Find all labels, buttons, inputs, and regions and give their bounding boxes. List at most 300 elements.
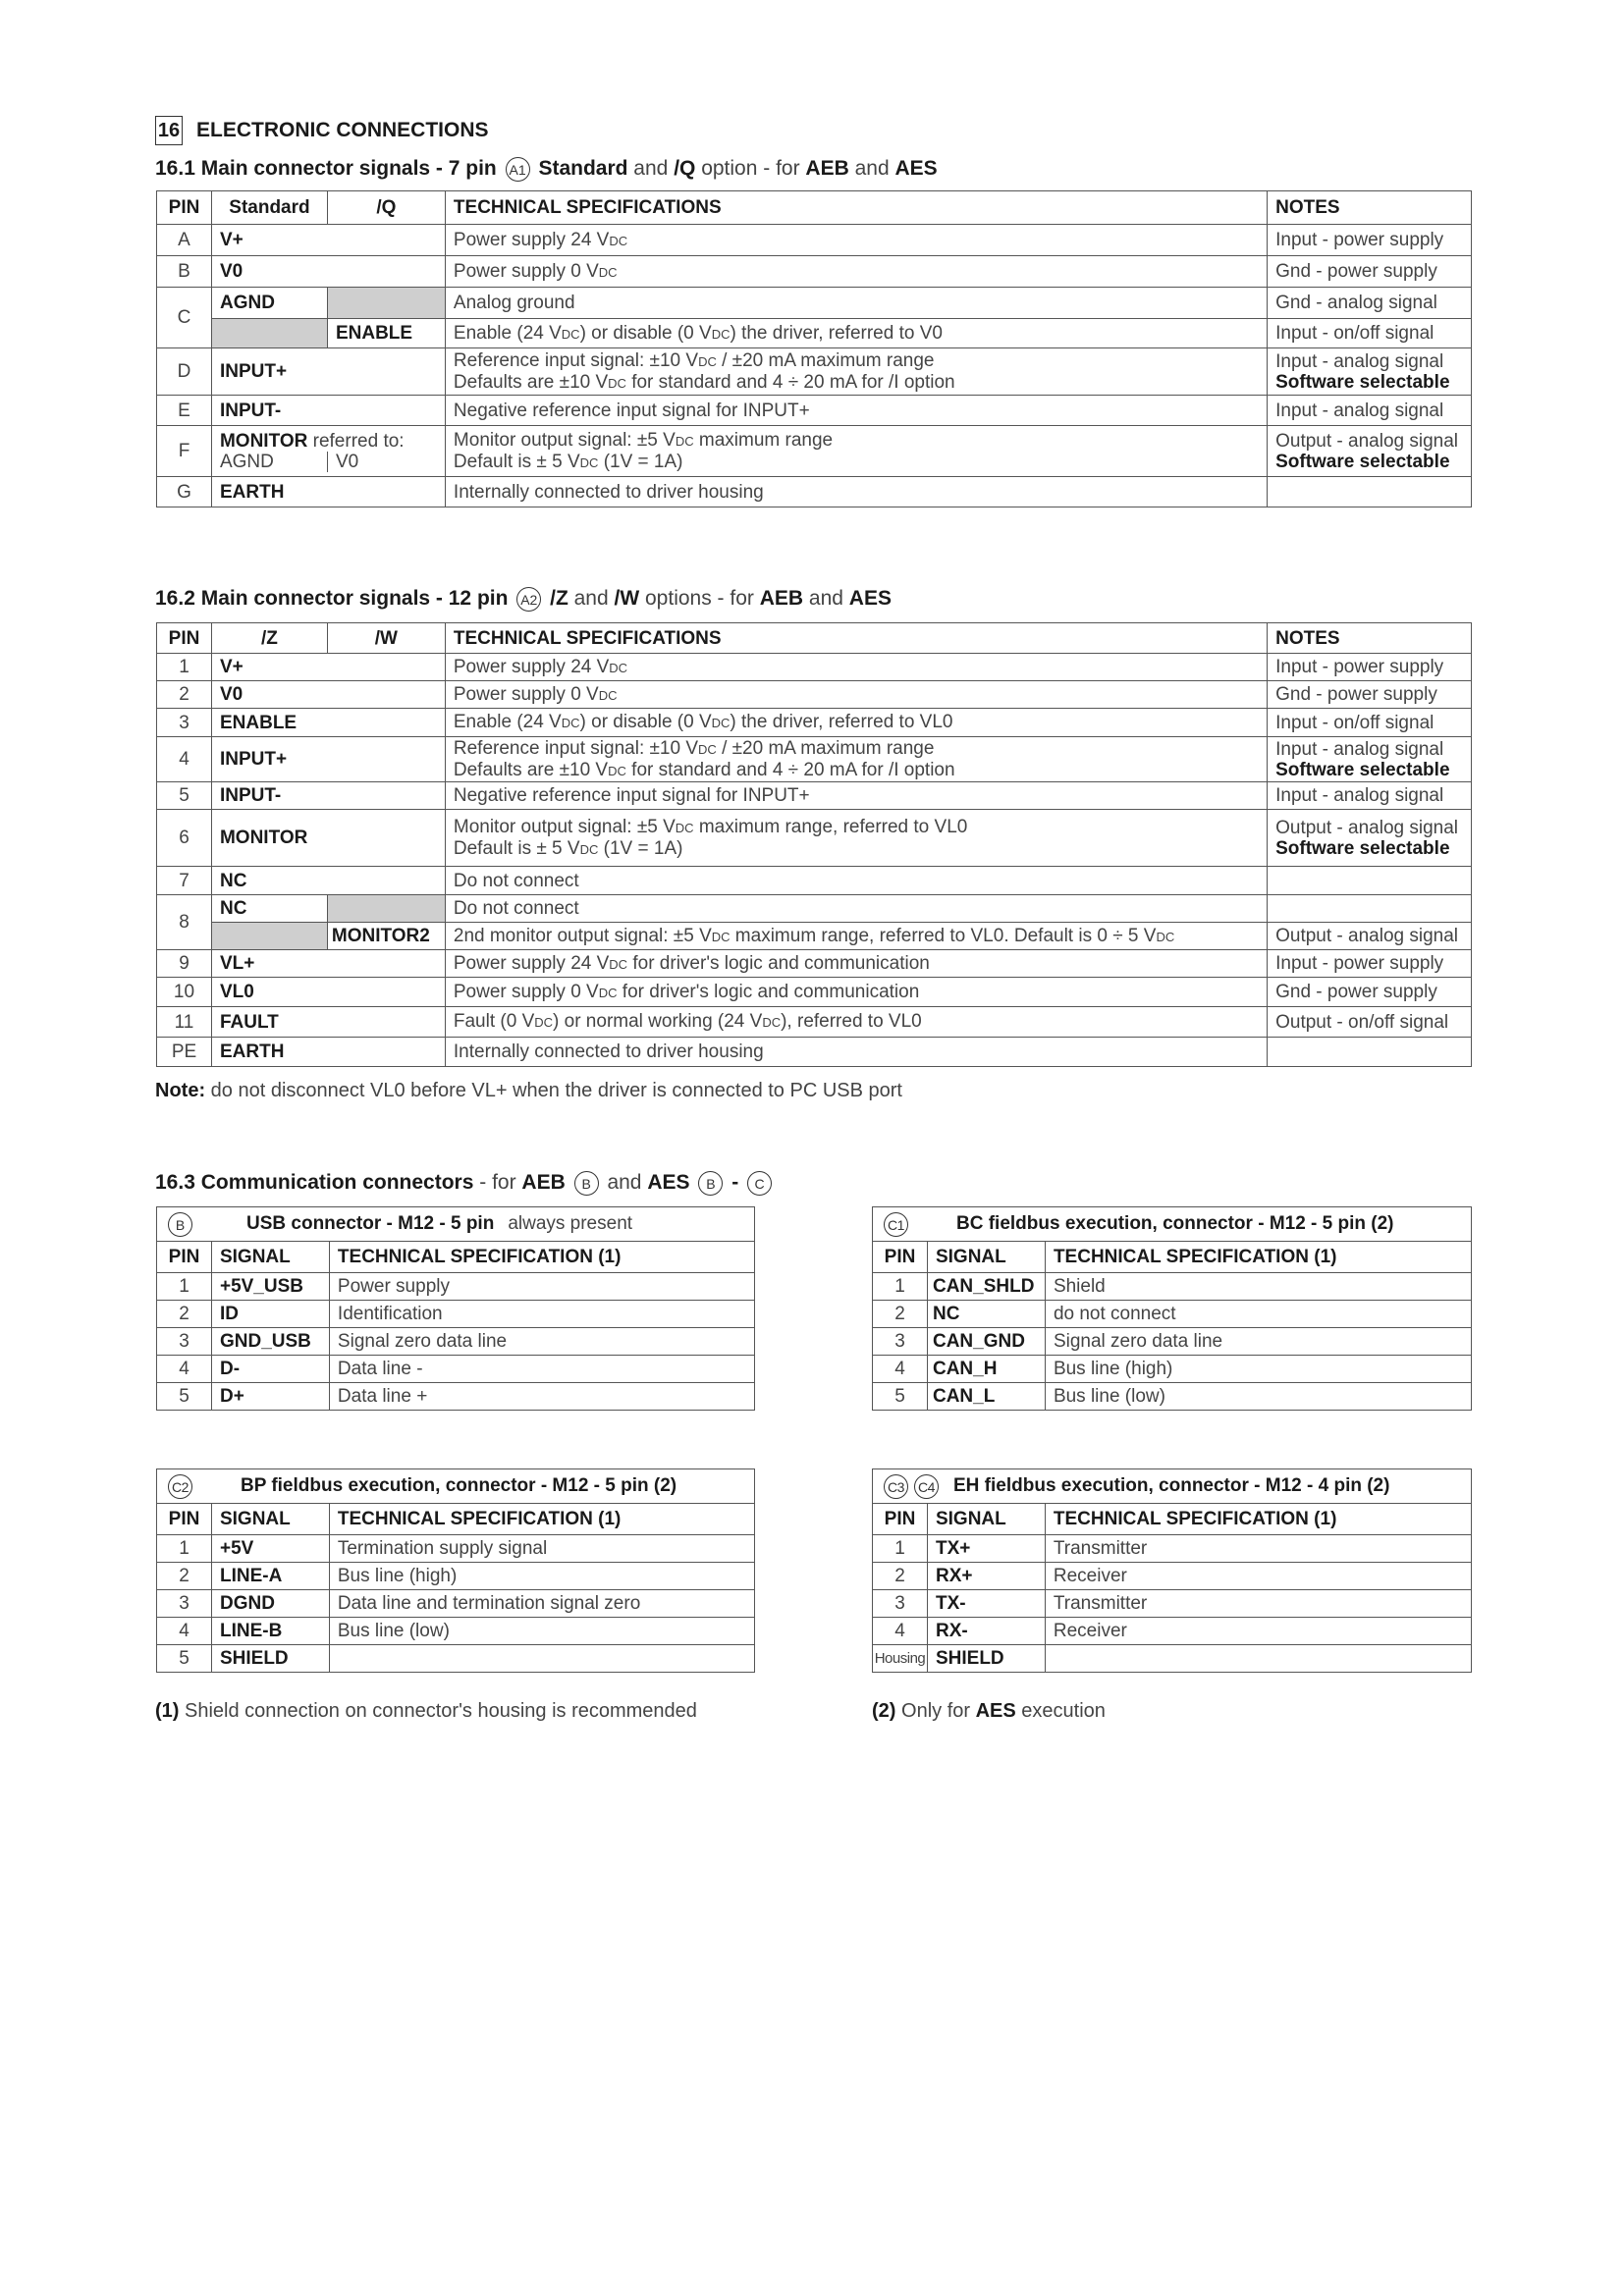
table-row bbox=[873, 1645, 1472, 1673]
badge-c2: C2 bbox=[168, 1474, 192, 1499]
spec-text: Monitor output signal: ±5 V bbox=[453, 429, 676, 451]
pin-cell: 3 bbox=[157, 1590, 212, 1618]
spec-cell bbox=[445, 654, 1267, 681]
pin-cell: 2 bbox=[873, 1563, 928, 1590]
spec-text: maximum range, referred to VL0. Default is 0 ÷ 5 V bbox=[730, 925, 1157, 946]
bp-title bbox=[157, 1469, 755, 1504]
s1-col-standard: Standard bbox=[211, 191, 327, 225]
table-row bbox=[157, 1535, 755, 1563]
s2-heading-num: 16.2 Main connector signals - 12 pin bbox=[155, 587, 509, 611]
s2-h-t6: and bbox=[803, 587, 849, 611]
table-row bbox=[873, 1618, 1472, 1645]
monitor-opt-v0: V0 bbox=[327, 452, 358, 472]
pin-cell: 5 bbox=[157, 1645, 212, 1673]
pin-cell: 5 bbox=[873, 1383, 928, 1411]
spec-cell: Transmitter bbox=[1045, 1590, 1471, 1618]
spec-line bbox=[454, 738, 1259, 760]
spec-text: Enable (24 V bbox=[453, 712, 562, 732]
note-cell: Input - power supply bbox=[1268, 654, 1472, 681]
footnote-2 bbox=[872, 1700, 1106, 1723]
pin-cell: 9 bbox=[157, 950, 212, 978]
table-row bbox=[157, 1038, 1472, 1067]
table-row bbox=[157, 288, 1472, 319]
spec-cell: Signal zero data line bbox=[1045, 1328, 1471, 1356]
monitor-line bbox=[220, 431, 437, 452]
badge-c4: C4 bbox=[914, 1474, 939, 1499]
spec-cell: Internally connected to driver housing bbox=[445, 1038, 1267, 1067]
bc-title bbox=[873, 1207, 1472, 1242]
col-pin: PIN bbox=[873, 1242, 928, 1273]
spec-text: Power supply 24 V bbox=[453, 952, 610, 974]
dc-sub: DC bbox=[675, 433, 694, 449]
spec-text: maximum range bbox=[693, 429, 834, 451]
footnote-rest: execution bbox=[1015, 1700, 1106, 1722]
signal-cell: INPUT- bbox=[211, 782, 445, 810]
spec-text: Reference input signal: ±10 V bbox=[453, 737, 699, 759]
table-row bbox=[157, 895, 1472, 923]
dc-sub: DC bbox=[609, 956, 628, 972]
s1-col-q: /Q bbox=[327, 191, 445, 225]
spec-cell: Bus line (low) bbox=[1045, 1383, 1471, 1411]
spec-line bbox=[454, 760, 1259, 781]
table-row bbox=[157, 1328, 755, 1356]
spec-text: for driver's logic and communication bbox=[617, 981, 920, 1002]
signal-cell: INPUT+ bbox=[211, 348, 445, 396]
signal-cell: INPUT- bbox=[211, 396, 445, 426]
bc-title-row bbox=[873, 1207, 1472, 1242]
dc-sub: DC bbox=[579, 841, 599, 857]
note-line: Output - analog signal bbox=[1275, 430, 1458, 452]
spec-cell bbox=[445, 426, 1267, 477]
spec-cell bbox=[1045, 1645, 1471, 1673]
pin-cell: 4 bbox=[873, 1618, 928, 1645]
signal-cell: NC bbox=[211, 895, 327, 923]
s1-h-t1: Standard bbox=[538, 157, 628, 181]
footnote-label: (2) bbox=[872, 1700, 896, 1722]
note-line: Software selectable bbox=[1275, 837, 1450, 859]
table-row bbox=[157, 319, 1472, 348]
signal-cell: NC bbox=[927, 1301, 1045, 1328]
empty-grey-cell bbox=[211, 923, 327, 950]
spec-text: 2nd monitor output signal: ±5 V bbox=[453, 925, 712, 946]
s2-h-t5: AEB bbox=[759, 587, 804, 611]
note-label: Note: bbox=[155, 1080, 206, 1101]
s2-heading bbox=[155, 587, 892, 612]
spec-cell: Shield bbox=[1045, 1273, 1471, 1301]
signal-cell: D- bbox=[211, 1356, 329, 1383]
usb-table bbox=[156, 1206, 755, 1411]
signal-cell: TX+ bbox=[927, 1535, 1045, 1563]
table-row bbox=[157, 396, 1472, 426]
table-row bbox=[873, 1563, 1472, 1590]
pin-cell: 1 bbox=[873, 1273, 928, 1301]
col-spec: TECHNICAL SPECIFICATION (1) bbox=[1045, 1504, 1471, 1535]
s1-h-t7: AES bbox=[894, 157, 938, 181]
s2-h-t4: options - for bbox=[639, 587, 760, 611]
spec-text: Defaults are ±10 V bbox=[453, 759, 609, 780]
s3-heading-num: 16.3 Communication connectors bbox=[155, 1171, 474, 1195]
pin-cell: 3 bbox=[157, 1328, 212, 1356]
note-cell bbox=[1268, 867, 1472, 895]
table-row bbox=[157, 426, 1472, 477]
pin-cell: 10 bbox=[157, 978, 212, 1007]
pin-cell: 4 bbox=[157, 1618, 212, 1645]
spec-cell: do not connect bbox=[1045, 1301, 1471, 1328]
spec-text: (1V = 1A) bbox=[598, 451, 683, 472]
spec-cell: Do not connect bbox=[445, 895, 1267, 923]
spec-text: Default is ± 5 V bbox=[453, 837, 580, 859]
note-cell: Input - on/off signal bbox=[1268, 709, 1472, 737]
spec-cell: Bus line (high) bbox=[329, 1563, 754, 1590]
spec-text: ), referred to VL0 bbox=[781, 1011, 922, 1032]
note-cell: Gnd - power supply bbox=[1268, 681, 1472, 709]
pin-cell: 1 bbox=[157, 654, 212, 681]
spec-text: Monitor output signal: ±5 V bbox=[453, 816, 676, 837]
dc-sub: DC bbox=[579, 454, 599, 470]
signal-cell: MONITOR2 bbox=[327, 923, 445, 950]
table-row bbox=[157, 1618, 755, 1645]
note-line: Software selectable bbox=[1275, 451, 1450, 472]
spec-text: ) or disable (0 V bbox=[579, 712, 712, 732]
table-row bbox=[873, 1328, 1472, 1356]
usb-title bbox=[157, 1207, 755, 1242]
spec-text: ) or normal working (24 V bbox=[553, 1011, 763, 1032]
s2-col-z: /Z bbox=[211, 623, 327, 654]
signal-cell: RX- bbox=[927, 1618, 1045, 1645]
signal-cell: EARTH bbox=[211, 477, 445, 507]
table-row bbox=[873, 1301, 1472, 1328]
section-title-text: ELECTRONIC CONNECTIONS bbox=[196, 119, 489, 141]
spec-cell: Signal zero data line bbox=[329, 1328, 754, 1356]
table-row bbox=[157, 978, 1472, 1007]
signal-cell: +5V bbox=[211, 1535, 329, 1563]
signal-cell: LINE-B bbox=[211, 1618, 329, 1645]
bp-title-text: BP fieldbus execution, connector - M12 - 5 pin (2) bbox=[241, 1475, 677, 1497]
dc-sub: DC bbox=[711, 929, 731, 944]
spec-text: Power supply 24 V bbox=[453, 229, 610, 250]
s2-col-pin: PIN bbox=[157, 623, 212, 654]
spec-cell bbox=[445, 319, 1267, 348]
signal-rest: referred to: bbox=[307, 430, 405, 452]
pin-cell: Housing bbox=[873, 1645, 928, 1673]
signal-cell: ENABLE bbox=[327, 319, 445, 348]
table-row bbox=[157, 477, 1472, 507]
signal-cell: MONITOR bbox=[211, 810, 445, 867]
dc-sub: DC bbox=[609, 660, 628, 675]
signal-cell: CAN_L bbox=[927, 1383, 1045, 1411]
dc-sub: DC bbox=[711, 326, 731, 342]
note-cell: Output - on/off signal bbox=[1268, 1007, 1472, 1038]
spec-text: ) or disable (0 V bbox=[579, 322, 712, 344]
badge-a1: A1 bbox=[506, 157, 530, 182]
col-pin: PIN bbox=[873, 1504, 928, 1535]
table-row bbox=[873, 1590, 1472, 1618]
spec-cell: Bus line (low) bbox=[329, 1618, 754, 1645]
spec-text: Power supply 24 V bbox=[453, 656, 610, 677]
spec-text: Power supply 0 V bbox=[453, 981, 599, 1002]
monitor-opt-agnd: AGND bbox=[219, 451, 274, 472]
note-cell bbox=[1268, 1038, 1472, 1067]
spec-line bbox=[454, 817, 1259, 838]
badge-b: B bbox=[168, 1212, 192, 1237]
s3-h-t1: - for bbox=[473, 1171, 522, 1195]
table-row bbox=[157, 1007, 1472, 1038]
s1-h-t2: and bbox=[627, 157, 675, 181]
spec-line bbox=[454, 838, 1259, 860]
pin-cell: 1 bbox=[157, 1535, 212, 1563]
table-row bbox=[157, 1645, 755, 1673]
monitor-options bbox=[220, 452, 437, 472]
table-row bbox=[157, 1563, 755, 1590]
note-line: Input - analog signal bbox=[1275, 350, 1444, 372]
s1-h-t6: and bbox=[848, 157, 895, 181]
s3-heading bbox=[155, 1171, 775, 1196]
col-pin: PIN bbox=[157, 1504, 212, 1535]
table-row bbox=[157, 923, 1472, 950]
spec-cell: Negative reference input signal for INPUT+ bbox=[445, 782, 1267, 810]
col-spec: TECHNICAL SPECIFICATION (1) bbox=[329, 1504, 754, 1535]
note-cell bbox=[1268, 477, 1472, 507]
pin-cell: 7 bbox=[157, 867, 212, 895]
signal-cell: D+ bbox=[211, 1383, 329, 1411]
s2-note bbox=[155, 1080, 902, 1102]
table-row bbox=[873, 1273, 1472, 1301]
signal-cell: SHIELD bbox=[927, 1645, 1045, 1673]
signal-cell: CAN_GND bbox=[927, 1328, 1045, 1356]
spec-cell: Identification bbox=[329, 1301, 754, 1328]
spec-cell: Internally connected to driver housing bbox=[445, 477, 1267, 507]
note-line: Software selectable bbox=[1275, 371, 1450, 393]
col-signal: SIGNAL bbox=[211, 1242, 329, 1273]
signal-cell: CAN_H bbox=[927, 1356, 1045, 1383]
table-row bbox=[157, 225, 1472, 256]
spec-text: Power supply 0 V bbox=[453, 683, 599, 705]
dc-sub: DC bbox=[608, 375, 626, 391]
signal-cell: V0 bbox=[211, 681, 445, 709]
signal-cell: RX+ bbox=[927, 1563, 1045, 1590]
note-line: Output - analog signal bbox=[1275, 817, 1458, 838]
spec-text: Default is ± 5 V bbox=[453, 451, 580, 472]
pin-cell: 3 bbox=[157, 709, 212, 737]
pin-cell: B bbox=[157, 256, 212, 288]
col-spec: TECHNICAL SPECIFICATION (1) bbox=[1045, 1242, 1471, 1273]
spec-text: (1V = 1A) bbox=[598, 837, 683, 859]
col-signal: SIGNAL bbox=[211, 1504, 329, 1535]
note-cell: Input - power supply bbox=[1268, 225, 1472, 256]
spec-text: / ±20 mA maximum range bbox=[716, 737, 935, 759]
s2-h-t7: AES bbox=[848, 587, 892, 611]
signal-cell: ENABLE bbox=[211, 709, 445, 737]
s3-h-t2: AEB bbox=[521, 1171, 566, 1195]
note-cell: Input - analog signal bbox=[1268, 396, 1472, 426]
signal-cell: SHIELD bbox=[211, 1645, 329, 1673]
dc-sub: DC bbox=[698, 741, 717, 757]
s1-h-t3: /Q bbox=[674, 157, 696, 181]
pin-cell: 4 bbox=[873, 1356, 928, 1383]
badge-c: C bbox=[747, 1171, 772, 1196]
table-row bbox=[157, 256, 1472, 288]
pin-cell: 2 bbox=[157, 681, 212, 709]
usb-title-text: USB connector - M12 - 5 pin bbox=[246, 1213, 495, 1235]
spec-text: ) the driver, referred to V0 bbox=[730, 322, 943, 344]
s1-heading bbox=[155, 157, 938, 182]
note-cell: Gnd - analog signal bbox=[1268, 288, 1472, 319]
note-cell: Output - analog signal bbox=[1268, 923, 1472, 950]
note-cell: Gnd - power supply bbox=[1268, 256, 1472, 288]
spec-text: maximum range, referred to VL0 bbox=[693, 816, 968, 837]
spec-cell: Power supply bbox=[329, 1273, 754, 1301]
table-row bbox=[157, 950, 1472, 978]
table-row bbox=[157, 1590, 755, 1618]
signal-cell: LINE-A bbox=[211, 1563, 329, 1590]
section-number: 16 bbox=[155, 116, 183, 145]
dc-sub: DC bbox=[561, 326, 580, 342]
empty-grey-cell bbox=[327, 895, 445, 923]
spec-cell: Bus line (high) bbox=[1045, 1356, 1471, 1383]
spec-cell bbox=[329, 1645, 754, 1673]
spec-line bbox=[454, 430, 1259, 452]
signal-cell: V0 bbox=[211, 256, 445, 288]
note-cell bbox=[1268, 348, 1472, 396]
spec-cell bbox=[445, 709, 1267, 737]
signal-cell: V+ bbox=[211, 225, 445, 256]
eh-table bbox=[872, 1468, 1472, 1673]
eh-title-row bbox=[873, 1469, 1472, 1504]
spec-cell: Receiver bbox=[1045, 1563, 1471, 1590]
eh-header-row bbox=[873, 1504, 1472, 1535]
spec-text: for standard and 4 ÷ 20 mA for /I option bbox=[625, 371, 955, 393]
pin-cell: 5 bbox=[157, 1383, 212, 1411]
empty-grey-cell bbox=[327, 288, 445, 319]
signal-cell: AGND bbox=[211, 288, 327, 319]
spec-cell: Termination supply signal bbox=[329, 1535, 754, 1563]
empty-grey-cell bbox=[211, 319, 327, 348]
dc-sub: DC bbox=[1156, 929, 1175, 944]
signal-cell: INPUT+ bbox=[211, 737, 445, 782]
table-row bbox=[157, 782, 1472, 810]
bp-header-row bbox=[157, 1504, 755, 1535]
pin-cell: 3 bbox=[873, 1590, 928, 1618]
s2-col-notes: NOTES bbox=[1268, 623, 1472, 654]
badge-a2: A2 bbox=[516, 587, 541, 612]
spec-text: Enable (24 V bbox=[453, 322, 562, 344]
spec-line bbox=[454, 452, 1259, 473]
table-row bbox=[157, 681, 1472, 709]
spec-cell bbox=[445, 737, 1267, 782]
pin-cell: 11 bbox=[157, 1007, 212, 1038]
table-row bbox=[157, 1356, 755, 1383]
spec-cell: Transmitter bbox=[1045, 1535, 1471, 1563]
spec-cell bbox=[445, 950, 1267, 978]
table-row bbox=[157, 810, 1472, 867]
s1-h-t5: AEB bbox=[805, 157, 849, 181]
footnote-1 bbox=[155, 1700, 697, 1723]
signal-text: MONITOR bbox=[219, 430, 308, 452]
signal-cell: V+ bbox=[211, 654, 445, 681]
spec-cell bbox=[445, 681, 1267, 709]
spec-text: ) the driver, referred to VL0 bbox=[730, 712, 953, 732]
badge-c3: C3 bbox=[884, 1474, 908, 1499]
spec-line bbox=[454, 372, 1259, 394]
usb-title-rest: always present bbox=[508, 1213, 633, 1235]
pin-cell: 3 bbox=[873, 1328, 928, 1356]
spec-cell bbox=[445, 1007, 1267, 1038]
footnote-text: Shield connection on connector's housing is recommended bbox=[179, 1700, 697, 1722]
pin-cell: 6 bbox=[157, 810, 212, 867]
note-cell: Input - on/off signal bbox=[1268, 319, 1472, 348]
note-cell: Gnd - power supply bbox=[1268, 978, 1472, 1007]
dc-sub: DC bbox=[675, 820, 694, 835]
pin-cell: E bbox=[157, 396, 212, 426]
dc-sub: DC bbox=[534, 1015, 554, 1030]
spec-cell: Receiver bbox=[1045, 1618, 1471, 1645]
note-cell bbox=[1268, 895, 1472, 923]
dc-sub: DC bbox=[598, 687, 618, 703]
s1-table bbox=[156, 190, 1472, 507]
table-row bbox=[873, 1535, 1472, 1563]
dc-sub: DC bbox=[698, 353, 717, 369]
spec-line bbox=[454, 350, 1259, 372]
spec-text: Reference input signal: ±10 V bbox=[453, 349, 699, 371]
usb-title-row bbox=[157, 1207, 755, 1242]
spec-text: for driver's logic and communication bbox=[627, 952, 930, 974]
dc-sub: DC bbox=[561, 716, 580, 730]
badge-b: B bbox=[574, 1171, 599, 1196]
note-cell: Input - analog signal bbox=[1268, 782, 1472, 810]
s3-h-dash: - bbox=[726, 1171, 745, 1195]
signal-cell: GND_USB bbox=[211, 1328, 329, 1356]
table-row bbox=[873, 1356, 1472, 1383]
pin-cell: 4 bbox=[157, 737, 212, 782]
note-line: Input - analog signal bbox=[1275, 738, 1444, 760]
spec-cell: Analog ground bbox=[445, 288, 1267, 319]
spec-cell bbox=[445, 256, 1267, 288]
s2-h-t1: /Z bbox=[550, 587, 568, 611]
spec-cell: Data line and termination signal zero bbox=[329, 1590, 754, 1618]
note-cell: Input - power supply bbox=[1268, 950, 1472, 978]
footnote-label: (1) bbox=[155, 1700, 180, 1722]
dc-sub: DC bbox=[598, 264, 618, 280]
pin-cell: 4 bbox=[157, 1356, 212, 1383]
pin-cell: G bbox=[157, 477, 212, 507]
signal-cell: +5V_USB bbox=[211, 1273, 329, 1301]
signal-cell: VL+ bbox=[211, 950, 445, 978]
dc-sub: DC bbox=[711, 716, 731, 730]
col-pin: PIN bbox=[157, 1242, 212, 1273]
spec-cell: Negative reference input signal for INPUT+ bbox=[445, 396, 1267, 426]
s1-col-pin: PIN bbox=[157, 191, 212, 225]
table-row bbox=[157, 1301, 755, 1328]
s2-col-spec: TECHNICAL SPECIFICATIONS bbox=[445, 623, 1267, 654]
signal-cell: EARTH bbox=[211, 1038, 445, 1067]
s1-col-notes: NOTES bbox=[1268, 191, 1472, 225]
pin-cell: 5 bbox=[157, 782, 212, 810]
pin-cell: 1 bbox=[157, 1273, 212, 1301]
signal-cell: NC bbox=[211, 867, 445, 895]
spec-cell bbox=[445, 978, 1267, 1007]
dc-sub: DC bbox=[609, 233, 628, 248]
s1-h-t4: option - for bbox=[695, 157, 806, 181]
col-signal: SIGNAL bbox=[927, 1242, 1045, 1273]
col-spec: TECHNICAL SPECIFICATION (1) bbox=[329, 1242, 754, 1273]
spec-cell bbox=[445, 923, 1267, 950]
signal-cell: ID bbox=[211, 1301, 329, 1328]
s1-header-row bbox=[157, 191, 1472, 225]
s3-h-t3: and bbox=[607, 1171, 648, 1195]
spec-cell: Do not connect bbox=[445, 867, 1267, 895]
table-row bbox=[157, 867, 1472, 895]
signal-cell: TX- bbox=[927, 1590, 1045, 1618]
